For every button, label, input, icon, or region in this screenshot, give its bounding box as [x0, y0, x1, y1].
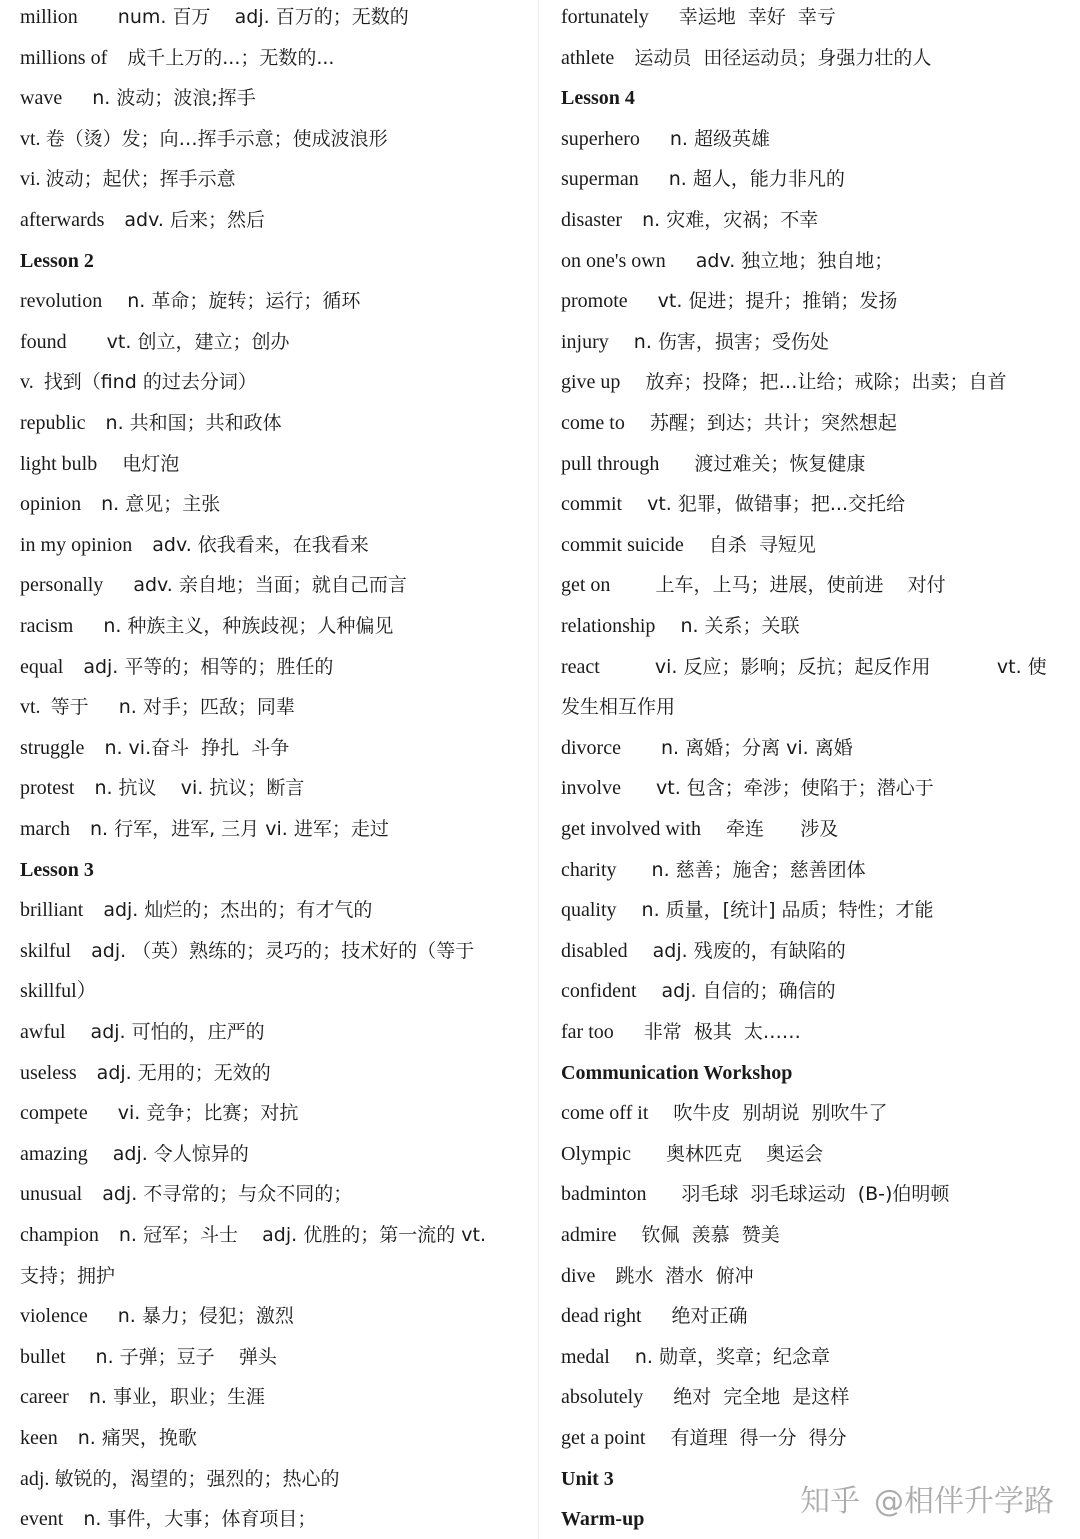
- vocab-term: brilliant: [20, 899, 104, 922]
- vocab-term: divorce: [561, 736, 661, 759]
- vocab-entry: [561, 1020, 801, 1044]
- vocab-entry: [20, 573, 407, 597]
- vocab-definition: vt. 犯罪，做错事；把...交托给: [647, 493, 906, 516]
- vocab-definition: n. 革命；旋转；运行；循环: [127, 290, 361, 313]
- vocab-entry: [561, 817, 838, 841]
- vocab-entry: [20, 736, 289, 760]
- vocab-entry: [561, 1264, 754, 1288]
- vocab-entry: [20, 330, 289, 354]
- vocab-term: skilful: [20, 939, 92, 962]
- vocab-definition: adv. 依我看来，在我看来: [152, 533, 369, 556]
- vocab-definition: n. 关系；关联: [680, 615, 800, 637]
- vocab-term: afterwards: [20, 209, 125, 231]
- vocab-term: vi.: [20, 168, 46, 191]
- watermark: [800, 1476, 1054, 1520]
- vocab-entry: [20, 979, 97, 1003]
- vocab-definition: n. 抗议 vi. 抗议；断言: [94, 777, 305, 800]
- vocab-definition: vt. 创立，建立；创办: [106, 330, 290, 353]
- vocab-entry: [561, 5, 836, 29]
- vocab-entry: [561, 1304, 748, 1328]
- vocab-entry: [561, 736, 853, 760]
- vocab-definition: 幸运地 幸好 幸亏: [678, 6, 836, 28]
- vocab-entry: [561, 208, 818, 232]
- vocab-definition: adj. 无用的；无效的: [96, 1061, 271, 1084]
- vocab-term: injury: [561, 330, 634, 353]
- vocab-definition: 绝对正确: [671, 1305, 748, 1328]
- vocab-definition: vt. 促进；提升；推销；发扬: [657, 290, 898, 313]
- vocab-definition: 羽毛球 羽毛球运动 (B-)伯明顿: [681, 1183, 950, 1206]
- watermark-handle: @相伴升学路: [874, 1484, 1054, 1519]
- vocab-term: medal: [561, 1345, 635, 1368]
- vocab-entry: [20, 1101, 298, 1125]
- vocab-definition: adj. 灿烂的；杰出的；有才气的: [103, 899, 373, 922]
- vocab-entry: [561, 1426, 847, 1450]
- vocab-entry: [561, 1101, 888, 1125]
- vocab-entry: [561, 492, 905, 516]
- vocab-entry: [561, 1345, 830, 1369]
- vocab-definition: 运动员 田径运动员；身强力壮的人: [634, 46, 932, 69]
- vocab-definition: n. 慈善；施舍；慈善团体: [651, 858, 866, 881]
- section-heading: [561, 1507, 644, 1531]
- vocab-definition: n. 暴力；侵犯；激烈: [117, 1305, 294, 1328]
- vocab-entry: [20, 1142, 249, 1166]
- vocab-entry: [561, 776, 934, 800]
- vocab-definition: 上车，上马；进展，使前进 对付: [655, 574, 946, 597]
- vocab-definition: adj. 令人惊异的: [112, 1142, 249, 1165]
- vocab-definition: vi. 竞争；比赛；对抗: [117, 1102, 299, 1125]
- vocab-term: athlete: [561, 46, 635, 69]
- vocab-definition: adj. 平等的；相等的；胜任的: [83, 655, 334, 678]
- vocab-term: adj.: [20, 1467, 55, 1490]
- vocab-term: get involved with: [561, 818, 726, 840]
- vocab-entry: [20, 86, 256, 110]
- vocab-definition: 找到（find 的过去分词）: [43, 371, 257, 394]
- vocab-term: useless: [20, 1061, 97, 1084]
- vocab-term: v.: [20, 371, 44, 394]
- vocab-term: racism: [20, 615, 104, 637]
- vocab-definition: 苏醒；到达；共计；突然想起: [649, 412, 897, 434]
- vocab-definition: n. 冠军；斗士 adj. 优胜的；第一流的 vt.: [118, 1224, 486, 1246]
- vocab-term: vt.: [20, 127, 46, 150]
- vocab-entry: [20, 1264, 115, 1288]
- vocab-term: unusual: [20, 1183, 103, 1206]
- vocab-definition: n. 痛哭，挽歌: [77, 1427, 197, 1449]
- vocab-term: badminton: [561, 1183, 682, 1206]
- section-heading-text: Unit 3: [561, 1467, 614, 1490]
- vocab-term: skillful）: [20, 980, 97, 1003]
- vocab-term: personally: [20, 574, 134, 597]
- vocab-term: protest: [20, 777, 95, 800]
- vocab-definition: n. 超级英雄: [669, 127, 770, 150]
- vocab-term: absolutely: [561, 1386, 674, 1409]
- vocab-term: commit suicide: [561, 533, 709, 556]
- vocab-definition: n. 子弹；豆子 弹头: [95, 1345, 277, 1368]
- vocab-entry: [20, 817, 389, 841]
- vocab-entry: [20, 1020, 265, 1044]
- vocab-entry: [20, 1507, 316, 1531]
- vocab-term: react: [561, 655, 655, 678]
- vocab-term: superman: [561, 168, 669, 191]
- vocab-entry: [561, 573, 946, 597]
- vocab-entry: [20, 1426, 197, 1450]
- vocab-definition: vt. 包含；牵涉；使陷于；潜心于: [656, 777, 934, 800]
- vocab-term: million: [20, 6, 118, 28]
- vocab-term: amazing: [20, 1142, 113, 1165]
- vocab-term: pull through: [561, 452, 695, 475]
- vocab-entry: [561, 939, 846, 963]
- vocab-entry: [20, 370, 257, 394]
- vocab-definition: n. 意见；主张: [101, 493, 221, 516]
- vocab-definition: 非常 极其 太……: [643, 1021, 801, 1043]
- vocab-term: Olympic: [561, 1142, 666, 1165]
- vocab-entry: [20, 1304, 294, 1328]
- vocab-term: come off it: [561, 1102, 674, 1125]
- vocab-entry: [20, 939, 474, 963]
- vocab-entry: [20, 1385, 265, 1409]
- vocab-definition: 发生相互作用: [561, 696, 676, 719]
- vocab-term: give up: [561, 371, 646, 394]
- vocab-term: light bulb: [20, 452, 123, 475]
- vocab-definition: n. 波动；波浪;挥手: [92, 87, 256, 110]
- vocab-definition: n. 勋章，奖章；纪念章: [634, 1345, 830, 1368]
- vocab-entry: [20, 127, 388, 151]
- vocab-term: disaster: [561, 209, 643, 231]
- vocab-definition: n. 事件，大事；体育项目；: [83, 1508, 317, 1531]
- vocab-definition: n. 行军，进军, 三月 vi. 进军；走过: [89, 818, 389, 840]
- vocab-term: opinion: [20, 493, 102, 516]
- vocab-term: get on: [561, 574, 656, 597]
- section-heading: [20, 249, 94, 273]
- section-heading: [20, 858, 94, 882]
- vocab-entry: [561, 979, 836, 1003]
- vocab-entry: [20, 1223, 486, 1247]
- section-heading: [561, 1061, 792, 1085]
- vocab-entry: [561, 655, 1047, 679]
- section-heading: [561, 86, 635, 110]
- vocab-definition: adj. （英）熟练的；灵巧的；技术好的（等于: [91, 939, 475, 962]
- vocab-term: get a point: [561, 1427, 671, 1449]
- vocab-definition: n. 种族主义，种族歧视；人种偏见: [103, 615, 394, 637]
- vocab-definition: n. 质量，[统计] 品质；特性；才能: [641, 899, 934, 922]
- vocab-definition: 牵连 涉及: [725, 818, 839, 840]
- vocab-entry: [561, 411, 897, 435]
- vocab-term: far too: [561, 1021, 644, 1043]
- vocab-term: come to: [561, 412, 650, 434]
- vocab-definition: 敏锐的，渴望的；强烈的；热心的: [54, 1467, 340, 1490]
- vocab-definition: n. 灾难，灾祸；不幸: [642, 209, 819, 231]
- vocab-entry: [20, 1345, 277, 1369]
- vocab-entry: [20, 655, 333, 679]
- vocab-term: relationship: [561, 615, 681, 637]
- vocab-definition: n. 共和国；共和政体: [105, 412, 282, 434]
- vocab-entry: [20, 46, 334, 70]
- vocab-entry: [20, 695, 295, 719]
- vocab-definition: 有道理 得一分 得分: [670, 1427, 847, 1449]
- vocab-term: violence: [20, 1305, 118, 1328]
- watermark-brand: 知乎: [800, 1484, 860, 1519]
- vocab-entry: [561, 330, 829, 354]
- section-heading: [561, 1467, 614, 1491]
- vocab-definition: adv. 后来；然后: [124, 209, 265, 231]
- vocab-entry: [561, 370, 1006, 394]
- section-heading-text: Lesson 4: [561, 87, 635, 110]
- vocab-entry: [20, 898, 372, 922]
- vocab-definition: vi. 反应；影响；反抗；起反作用 vt. 使: [654, 655, 1047, 678]
- vocab-entry: [20, 452, 179, 476]
- vocab-definition: n. 事业，职业；生涯: [88, 1386, 265, 1409]
- vocab-definition: 自杀 寻短见: [708, 533, 816, 556]
- vocab-definition: adv. 独立地；独自地；: [695, 249, 894, 272]
- vocab-entry: [561, 46, 931, 70]
- vocab-definition: adj. 不寻常的；与众不同的；: [102, 1183, 353, 1206]
- vocab-entry: [561, 289, 897, 313]
- vocab-term: equal: [20, 655, 84, 678]
- vocab-definition: 渡过难关；恢复健康: [694, 452, 866, 475]
- vocab-term: bullet: [20, 1345, 96, 1368]
- vocab-term: admire: [561, 1224, 642, 1246]
- section-heading-text: Lesson 2: [20, 249, 94, 272]
- vocab-term: fortunately: [561, 6, 679, 28]
- vocab-definition: 波动；起伏；挥手示意: [45, 168, 236, 191]
- vocab-entry: [20, 208, 265, 232]
- vocab-definition: n. vi.奋斗 挣扎 斗争: [104, 736, 290, 759]
- vocab-term: millions of: [20, 46, 128, 69]
- vocab-definition: adj. 自信的；确信的: [661, 980, 836, 1003]
- vocab-term: on one's own: [561, 249, 696, 272]
- vocab-entry: [561, 249, 893, 273]
- vocab-term: event: [20, 1508, 84, 1531]
- vocab-definition: 电灯泡: [122, 452, 180, 475]
- vocab-entry: [561, 533, 816, 557]
- vocab-definition: 放弃；投降；把…让给；戒除；出卖；自首: [645, 371, 1007, 394]
- vocab-entry: [20, 614, 393, 638]
- vocab-definition: n. 离婚；分离 vi. 离婚: [660, 736, 853, 759]
- vocab-term: quality: [561, 899, 642, 922]
- vocab-entry: [20, 533, 369, 557]
- column-divider: [538, 0, 539, 1539]
- vocab-term: commit: [561, 493, 648, 516]
- vocab-term: struggle: [20, 736, 105, 759]
- vocab-entry: [561, 452, 865, 476]
- vocab-entry: [561, 1223, 780, 1247]
- section-heading-text: Lesson 3: [20, 858, 94, 881]
- vocab-definition: num. 百万 adj. 百万的；无数的: [117, 6, 409, 28]
- vocab-entry: [561, 1182, 949, 1206]
- vocab-entry: [561, 1385, 849, 1409]
- vocab-term: in my opinion: [20, 533, 153, 556]
- vocab-definition: adj. 残废的，有缺陷的: [652, 939, 846, 962]
- vocab-term: promote: [561, 290, 658, 313]
- vocab-definition: 成千上万的...；无数的...: [127, 46, 335, 69]
- vocab-term: awful: [20, 1021, 91, 1043]
- vocab-definition: 绝对 完全地 是这样: [673, 1386, 850, 1409]
- vocab-entry: [20, 289, 360, 313]
- vocab-definition: 跳水 潜水 俯冲: [615, 1264, 754, 1287]
- vocab-entry: [561, 167, 845, 191]
- vocab-entry: [561, 898, 934, 922]
- vocab-term: confident: [561, 980, 662, 1003]
- vocab-term: superhero: [561, 127, 670, 150]
- vocab-term: revolution: [20, 290, 128, 313]
- vocab-definition: 支持；拥护: [20, 1264, 116, 1287]
- vocab-term: charity: [561, 858, 652, 881]
- vocab-entry: [561, 695, 675, 719]
- vocab-definition: adv. 亲自地；当面；就自己而言: [133, 574, 407, 597]
- vocab-entry: [20, 411, 282, 435]
- vocab-entry: [20, 1182, 352, 1206]
- vocab-term: champion: [20, 1224, 119, 1246]
- vocab-definition: adj. 可怕的，庄严的: [90, 1021, 265, 1043]
- vocab-entry: [561, 1142, 823, 1166]
- vocab-entry: [20, 167, 236, 191]
- vocab-term: wave: [20, 87, 93, 110]
- vocab-definition: n. 超人，能力非凡的: [668, 168, 845, 191]
- vocab-entry: [20, 1061, 271, 1085]
- vocab-definition: 钦佩 羡慕 赞美: [641, 1224, 780, 1246]
- section-heading-text: Communication Workshop: [561, 1061, 793, 1084]
- vocab-definition: n. 伤害，损害；受伤处: [633, 330, 829, 353]
- vocab-term: keen: [20, 1427, 78, 1449]
- vocab-term: involve: [561, 777, 656, 800]
- vocab-entry: [20, 5, 409, 29]
- vocab-entry: [561, 614, 800, 638]
- vocab-term: republic: [20, 412, 106, 434]
- vocab-definition: 卷（烫）发；向…挥手示意；使成波浪形: [45, 127, 388, 150]
- section-heading-text: Warm-up: [561, 1508, 645, 1531]
- vocab-term: dive: [561, 1264, 616, 1287]
- vocab-term: compete: [20, 1102, 118, 1125]
- vocab-term: career: [20, 1386, 89, 1409]
- vocab-term: disabled: [561, 939, 653, 962]
- vocab-entry: [561, 127, 770, 151]
- vocab-term: march: [20, 818, 90, 840]
- vocab-entry: [20, 492, 220, 516]
- vocab-entry: [561, 858, 866, 882]
- vocab-entry: [20, 1467, 339, 1491]
- vocab-term: vt.: [20, 696, 51, 719]
- vocab-term: found: [20, 330, 107, 353]
- vocab-entry: [20, 776, 304, 800]
- vocab-term: dead right: [561, 1305, 672, 1328]
- vocab-definition: 吹牛皮 别胡说 别吹牛了: [673, 1102, 888, 1125]
- vocab-definition: 奥林匹克 奥运会: [666, 1142, 824, 1165]
- vocab-definition: 等于 n. 对手；匹敌；同辈: [50, 696, 295, 719]
